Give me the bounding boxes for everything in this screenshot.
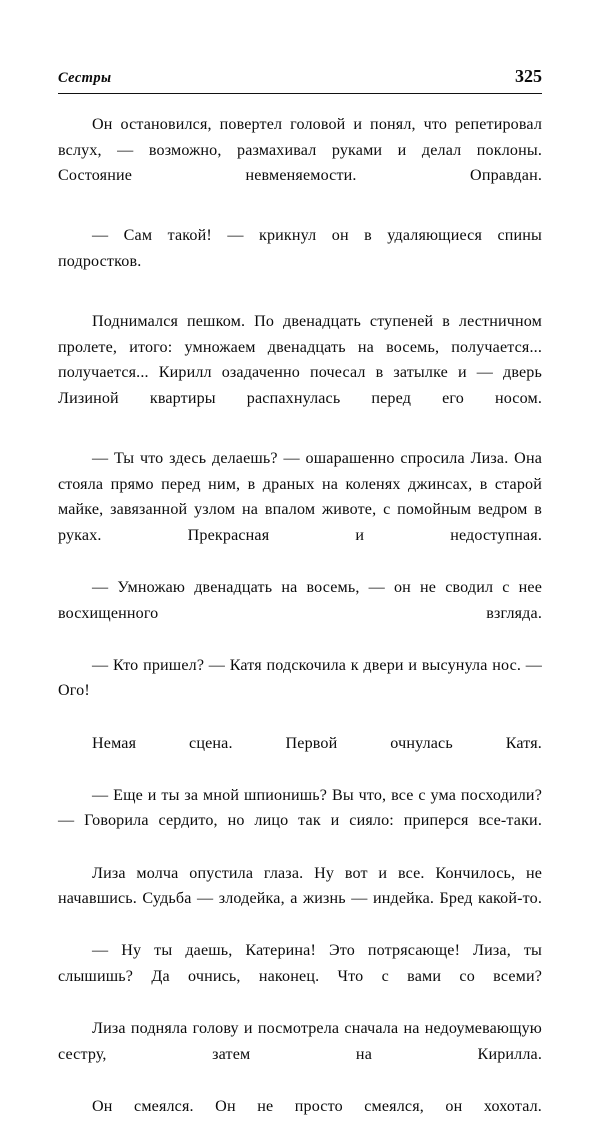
paragraph: Он смеялся. Он не просто смеялся, он хохотал. (92, 1097, 542, 1115)
paragraph: — Сам такой! — крикнул он в удаляющиеся спины подростков. (58, 227, 542, 270)
page-number: 325 (515, 66, 542, 86)
body-text (58, 112, 542, 1145)
paragraph: — Кто пришел? — Катя подскочила к двери и высунула нос. — Ого! (58, 656, 542, 700)
paragraph: Он остановился, повертел головой и понял, что репетировал вслух, — возможно, размахивал руками и делал поклоны. Состояние невменяемости. Оправдан. (58, 116, 542, 185)
running-title: Сестры (58, 70, 112, 86)
paragraph: — Ты что здесь делаешь? — ошарашенно спросила Лиза. Она стояла прямо перед ним, в драных на коленях джинсах, в старой майке, завязанной узлом на впалом животе, с помойным ведром в руках. Прекрасная и недоступная. (58, 450, 542, 544)
paragraph: Поднимался пешком. По двенадцать ступеней в лестничном пролете, итого: умножаем двенадцать на восемь, получается... получается... Кирилл озадаченно почесал в затылке и — дверь Лизиной квартиры распахнулась перед его носом. (58, 313, 542, 407)
paragraph: Немая сцена. Первой очнулась Катя. (92, 734, 542, 752)
paragraph: — Ну ты даешь, Катерина! Это потрясающе! Лиза, ты слышишь? Да очнись, наконец. Что с вами со всеми? (58, 942, 542, 985)
paragraph: Лиза молча опустила глаза. Ну вот и все. Кончилось, не начавшись. Судьба — злодейка, а жизнь — индейка. Бред какой-то. (58, 864, 542, 908)
paragraph: Лиза подняла голову и посмотрела сначала на недоумевающую сестру, затем на Кирилла. (58, 1020, 542, 1063)
paragraph: — Еще и ты за мной шпионишь? Вы что, все с ума посходили? — Говорила сердито, но лицо так и сияло: приперся все-таки. (58, 786, 542, 830)
page-header (58, 66, 542, 87)
paragraph: — Умножаю двенадцать на восемь, — он не сводил с нее восхищенного взгляда. (58, 579, 542, 622)
header-rule (58, 93, 542, 94)
